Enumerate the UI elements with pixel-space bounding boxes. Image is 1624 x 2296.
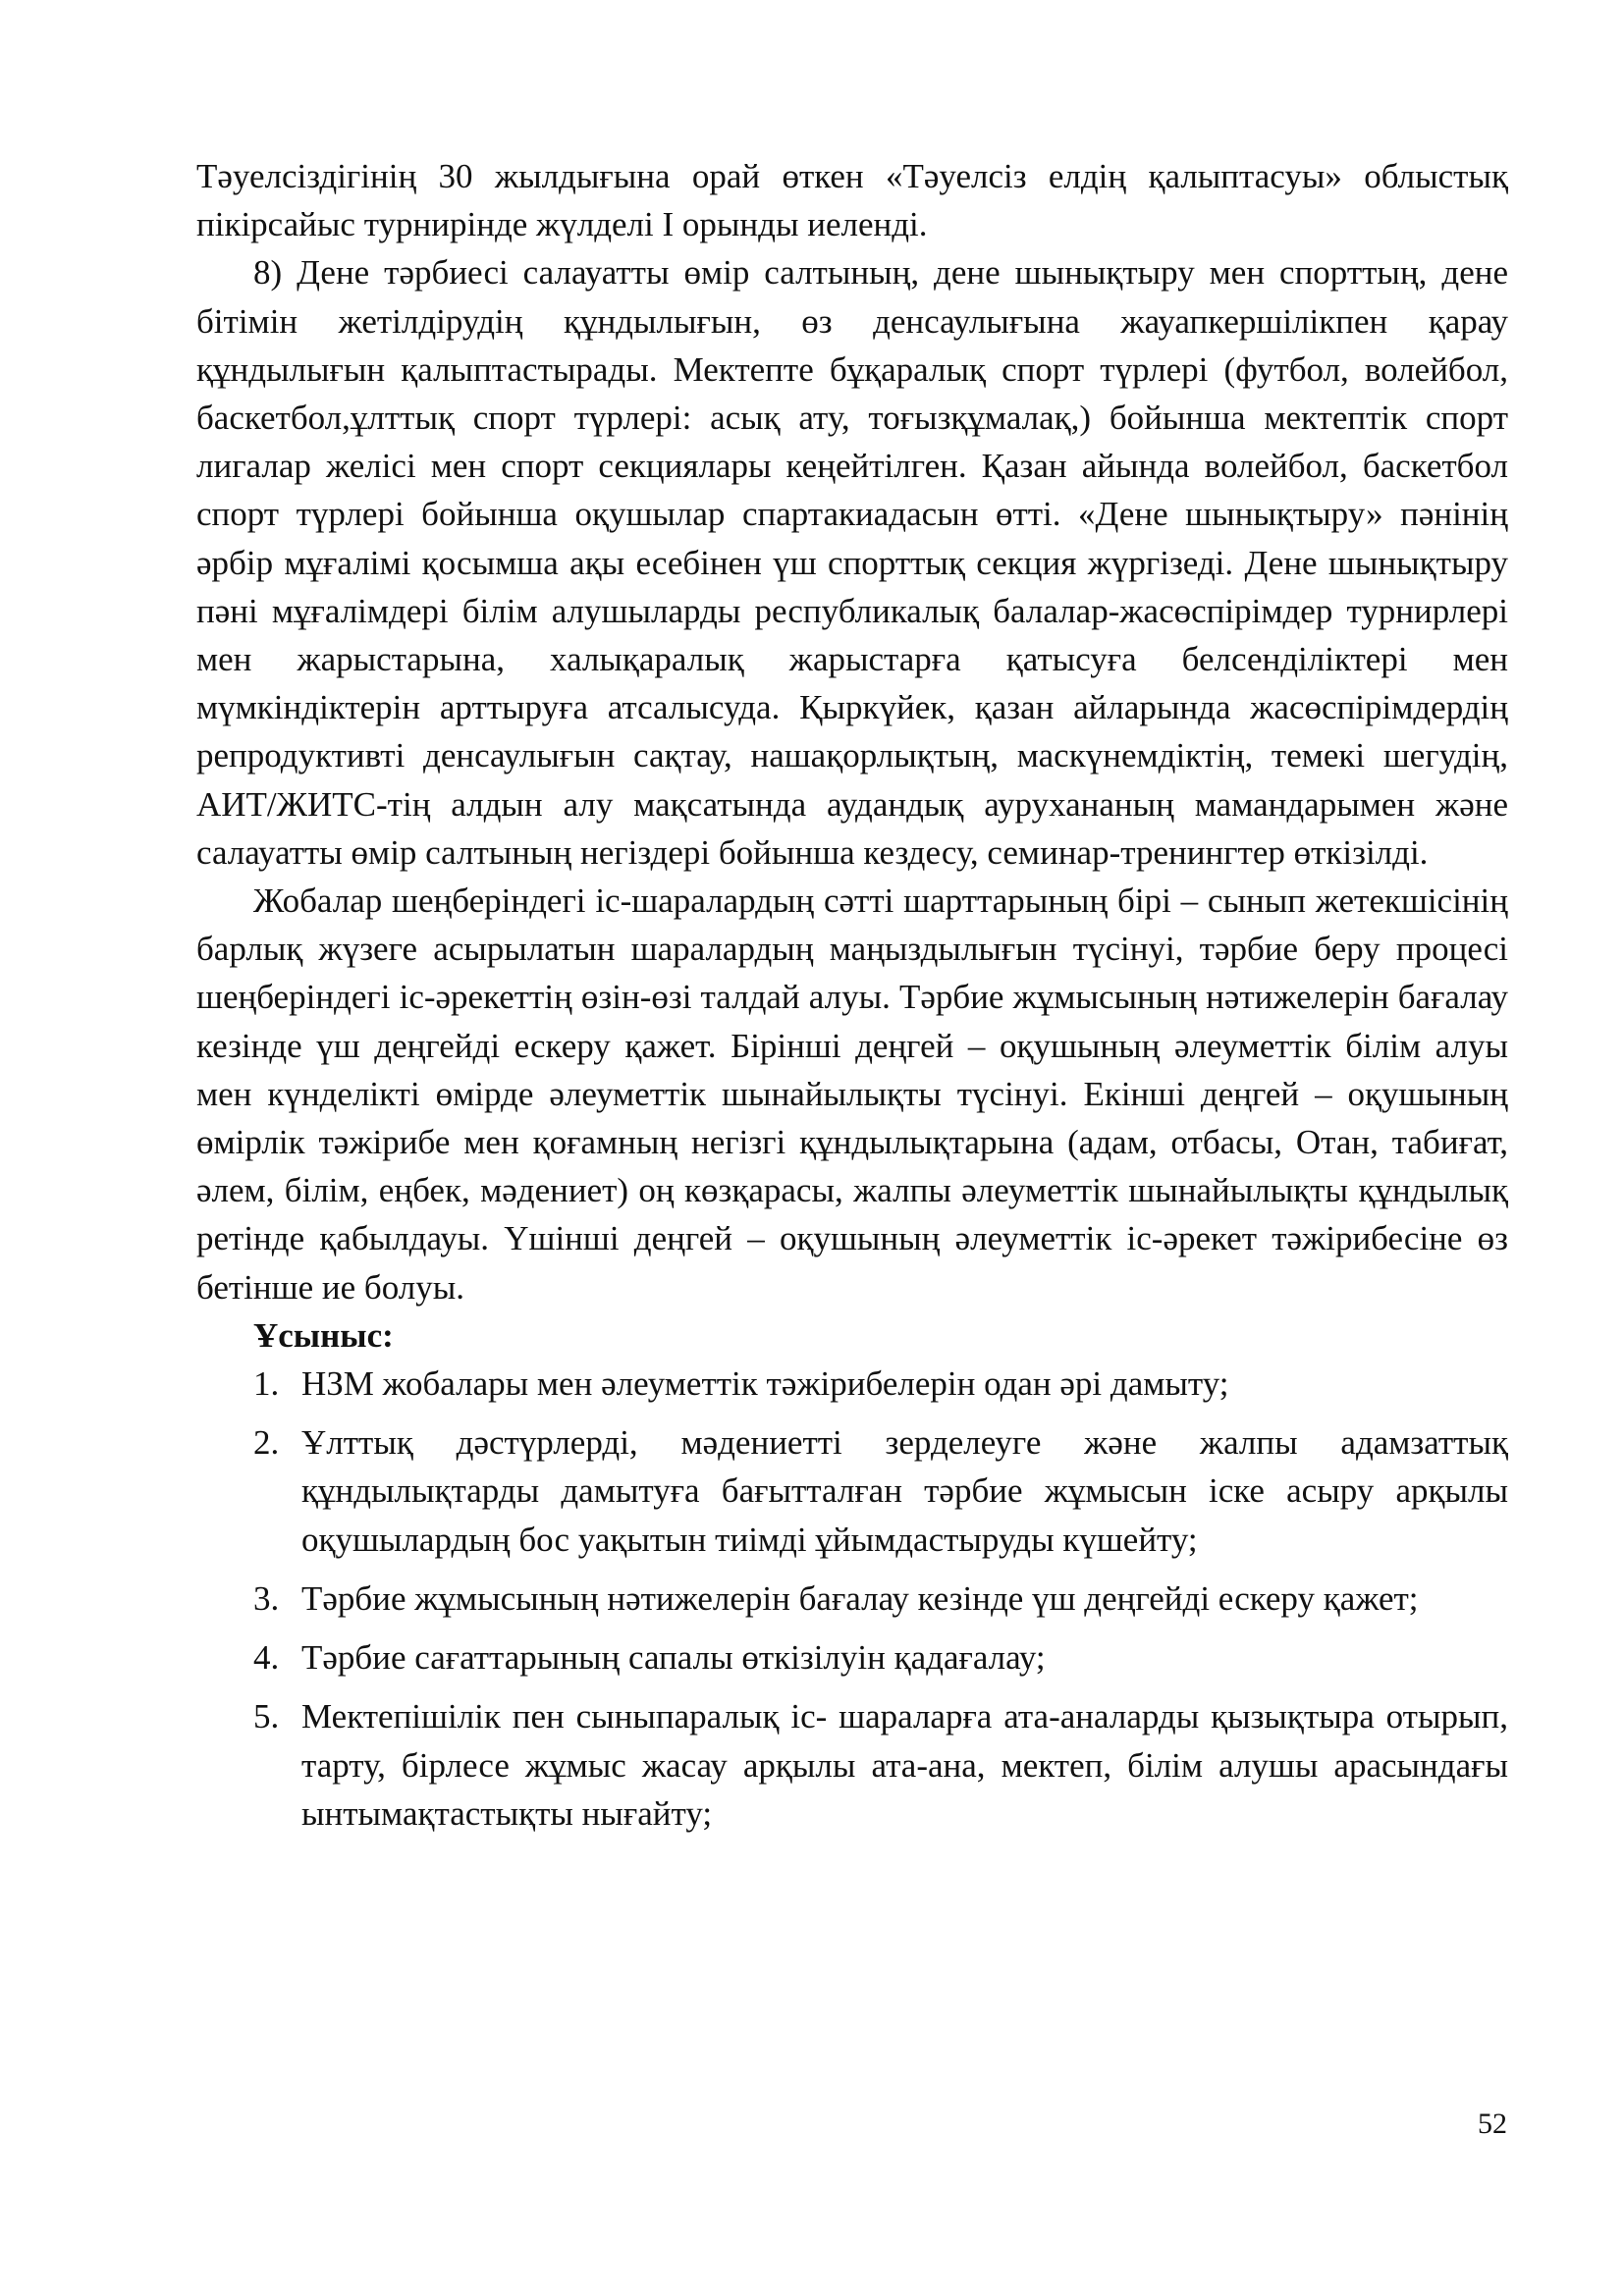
list-item [196,1692,1508,1838]
paragraph-physical-education: 8) Дене тәрбиесі салауатты өмір салтының, дене шынықтыру мен спорттың, дене бітімін жетілдірудің құндылығын, өз денсаулығына жауапкершілікпен қарау құндылығын қалыптастырады. Мектепте бұқаралық спорт түрлері (футбол, волейбол, баскетбол,ұлттық спорт түрлері: асық ату, тоғызқұмалақ,) бойынша мектептік спорт лигалар желісі мен спорт секциялары кеңейтілген. Қазан айында волейбол, баскетбол спорт түрлері бойынша оқушылар спартакиадасын өтті. «Дене шынықтыру» пәнінің әрбір мұғалімі қосымша ақы есебінен үш спорттық секция жүргізеді. Дене шынықтыру пәні мұғалімдері білім алушыларды республикалық балалар-жасөспірімдер турнирлері мен жарыстарына, халықаралық жарыстарға қатысуға белсенділіктері мен мүмкіндіктерін арттыруға атсалысуда. Қыркүйек, қазан айларында жасөспірімдердің репродуктивті денсаулығын сақтау, нашақорлықтың, маскүнемдіктің, темекі шегудің, АИТ/ЖИТС-тің алдын алу мақсатында аудандық аурухананың мамандарымен және салауатты өмір салтының негіздері бойынша кездесу, семинар-тренингтер өткізілді. [196,253,1508,872]
list-item-text: НЗМ жобалары мен әлеуметтік тәжірибелерін одан әрі дамыту; [301,1364,1229,1404]
list-item-number: 3. [253,1578,280,1618]
paragraph-projects: Жобалар шеңберіндегі іс-шаралардың сәтті шарттарының бірі – сынып жетекшісінің барлық жүзеге асырылатын шаралардың маңыздылығын түсінуі, тәрбие беру процесі шеңберіндегі іс-әрекеттің өзін-өзі талдай алуы. Тәрбие жұмысының нәтижелерін бағалау кезінде үш деңгейді ескеру қажет. Бірінші деңгей – оқушының әлеуметтік білім алуы мен күнделікті өмірде әлеуметтік шынайылықты түсінуі. Екінші деңгей – оқушының өмірлік тәжірибе мен қоғамның негізгі құндылықтарына (адам, отбасы, Отан, табиғат, әлем, білім, еңбек, мәдениет) оң көзқарасы, жалпы әлеуметтік шынайылықты құндылық ретінде қабылдауы. Үшінші деңгей – оқушының әлеуметтік іс-әрекет тәжірибесіне өз бетінше ие болуы. [196,881,1508,1307]
list-item-text: Тәрбие сағаттарының сапалы өткізілуін қадағалау; [301,1638,1046,1678]
recommendations-list [196,1360,1508,1838]
list-item [196,1418,1508,1564]
page-number: 52 [1478,2108,1507,2140]
list-item [196,1360,1508,1408]
list-item-number: 1. [253,1364,280,1404]
list-item-number: 5. [253,1697,280,1736]
list-item [196,1575,1508,1623]
list-item-text: Мектепішілік пен сыныпаралық іс- шараларға ата-аналарды қызықтыра отырып, тарту, бірлесе жұмыс жасау арқылы ата-ана, мектеп, білім алушы арасындағы ынтымақтастықты нығайту; [301,1697,1508,1833]
paragraph-continuation: Тәуелсіздігінің 30 жылдығына орай өткен «Тәуелсіз елдің қалыптасуы» облыстық пікірсайыс турнирінде жүлделі І орынды иеленді. [196,157,1508,244]
list-item [196,1633,1508,1682]
list-item-text: Тәрбие жұмысының нәтижелерін бағалау кезінде үш деңгейді ескеру қажет; [301,1578,1419,1618]
list-item-number: 4. [253,1638,280,1678]
document-page [196,152,1508,1848]
recommendations-heading: Ұсыныс: [253,1315,394,1355]
list-item-number: 2. [253,1423,280,1463]
list-item-text: Ұлттық дәстүрлерді, мәдениетті зерделеуге және жалпы адамзаттық құндылықтарды дамытуға бағытталған тәрбие жұмысын іске асыру арқылы оқушылардың бос уақытын тиімді ұйымдастыруды күшейту; [301,1423,1508,1559]
